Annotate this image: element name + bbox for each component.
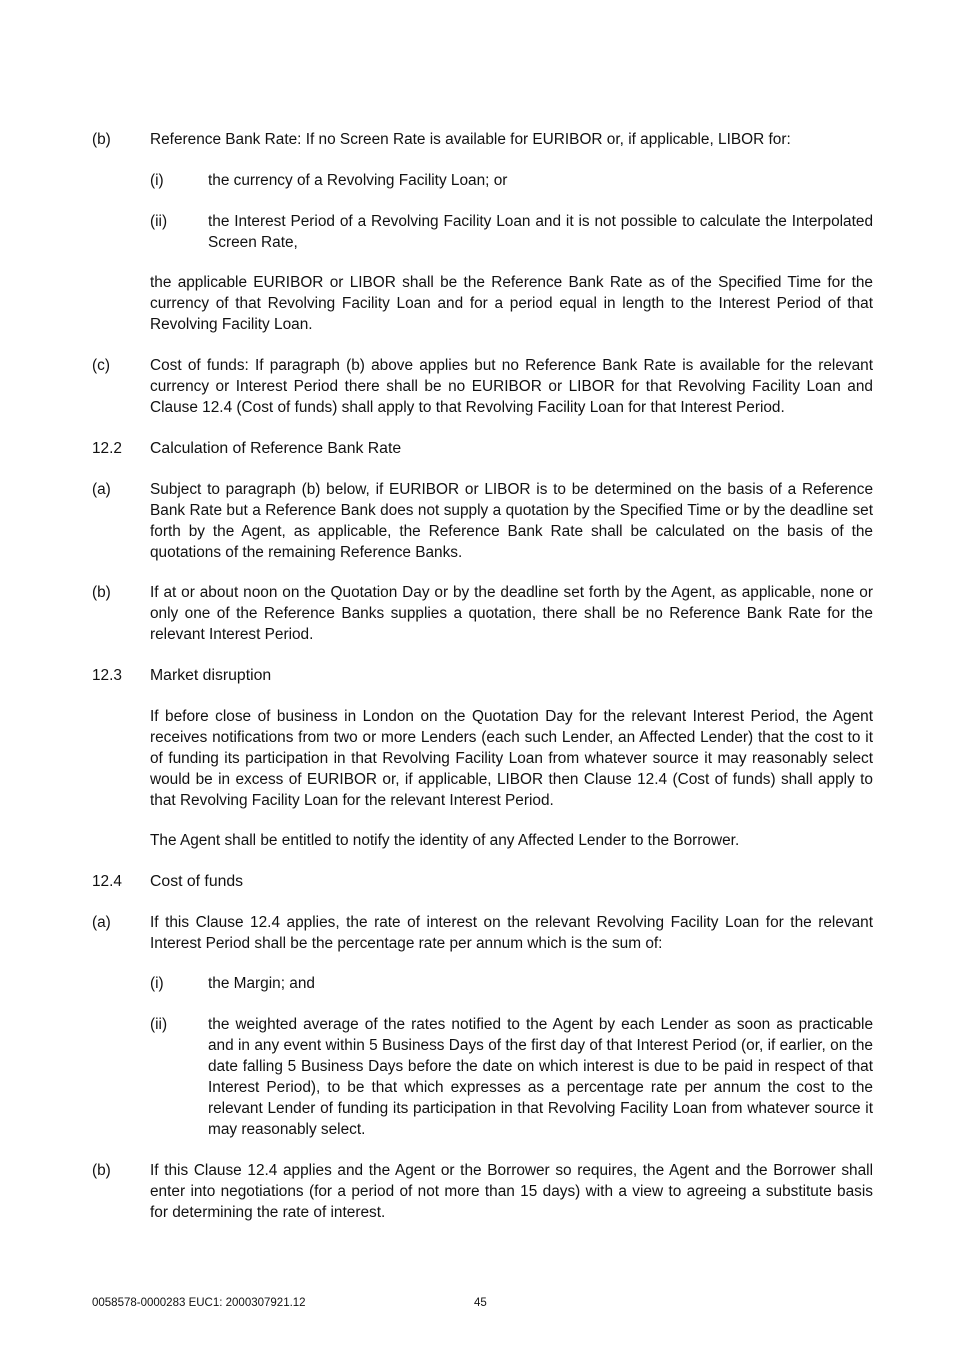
clause-12-4-item-text-ii: the weighted average of the rates notified to the Agent by each Lender as soon as practicable and in any event within 5 Business Days of the first day of that Interest Period (or, if earlier, on the date falling 5 Business Days before the date on which interest is due to be paid in respect of that Interest Period), to be that which expresses as a percentage rate per annum the cost to the relevant Lender of funding its participation in that Revolving Facility Loan from whatever source it may reasonably select. [208,1016,873,1138]
clause-12-4-label-b: (b) [92,1162,111,1179]
item-label-i: (i) [150,172,164,189]
page-number: 45 [474,1297,487,1309]
clause-12-4-a-paragraph: If this Clause 12.4 applies, the rate of interest on the relevant Revolving Facility Loan for the relevant Interest Period shall be the percentage rate per annum which is the sum of: [150,914,873,952]
clause-12-4-b-paragraph: If this Clause 12.4 applies and the Agent or the Borrower so requires, the Agent and the Borrower shall enter into negotiations (for a period of not more than 15 days) with a view to agreeing a substitute basis for determining the rate of interest. [150,1162,873,1221]
clause-label-b: (b) [92,131,111,148]
clause-label-c: (c) [92,357,110,374]
clause-12-2-label-b: (b) [92,584,111,601]
section-number-12-4: 12.4 [92,873,122,890]
section-number-12-2: 12.2 [92,440,122,457]
clause-12-4-item-text-i: the Margin; and [208,975,315,992]
item-text-i: the currency of a Revolving Facility Loan; or [208,172,508,189]
section-heading-12-3: Market disruption [150,667,272,684]
clause-12-2-label-a: (a) [92,481,111,498]
affected-lender-paragraph: The Agent shall be entitled to notify the identity of any Affected Lender to the Borrower. [150,832,740,849]
document-reference: 0058578-0000283 EUC1: 2000307921.12 [92,1297,306,1309]
section-number-12-3: 12.3 [92,667,122,684]
item-text-ii: the Interest Period of a Revolving Facility Loan and it is not possible to calculate the Interpolated Screen Rate, [208,213,873,251]
cost-of-funds-paragraph: Cost of funds: If paragraph (b) above applies but no Reference Bank Rate is available for the relevant currency or Interest Period there shall be no EURIBOR or LIBOR for that Revolving Facility Loan and Clause 12.4 (Cost of funds) shall apply to that Revolving Facility Loan for that Interest Period. [150,357,873,416]
clause-12-2-b-paragraph: If at or about noon on the Quotation Day or by the deadline set forth by the Agent, as applicable, none or only one of the Reference Banks supplies a quotation, there shall be no Reference Bank Rate for the relevant Interest Period. [150,584,873,643]
clause-12-4-label-a: (a) [92,914,111,931]
item-label-ii: (ii) [150,213,168,230]
reference-bank-rate-paragraph: Reference Bank Rate: If no Screen Rate is available for EURIBOR or, if applicable, LIBOR for: [150,131,791,148]
section-heading-12-2: Calculation of Reference Bank Rate [150,440,402,457]
clause-12-4-item-label-ii: (ii) [150,1016,168,1033]
clause-12-2-a-paragraph: Subject to paragraph (b) below, if EURIBOR or LIBOR is to be determined on the basis of a Reference Bank Rate but a Reference Bank does not supply a quotation by the Specified Time or by the deadline set forth by the Agent, as applicable, the Reference Bank Rate shall be calculated on the basis of the quotations of the remaining Reference Banks. [150,481,873,561]
market-disruption-paragraph: If before close of business in London on the Quotation Day for the relevant Interest Period, the Agent receives notifications from two or more Lenders (each such Lender, an Affected Lender) that the cost to it of funding its participation in that Revolving Facility Loan from whatever source it may reasonably select would be in excess of EURIBOR or, if applicable, LIBOR then Clause 12.4 (Cost of funds) shall apply to that Revolving Facility Loan for the relevant Interest Period. [150,708,873,809]
clause-12-4-item-label-i: (i) [150,975,164,992]
reference-bank-rate-closing: the applicable EURIBOR or LIBOR shall be the Reference Bank Rate as of the Specified Time for the currency of that Revolving Facility Loan and for a period equal in length to the Interest Period of that Revolving Facility Loan. [150,274,873,333]
section-heading-12-4: Cost of funds [150,873,244,890]
